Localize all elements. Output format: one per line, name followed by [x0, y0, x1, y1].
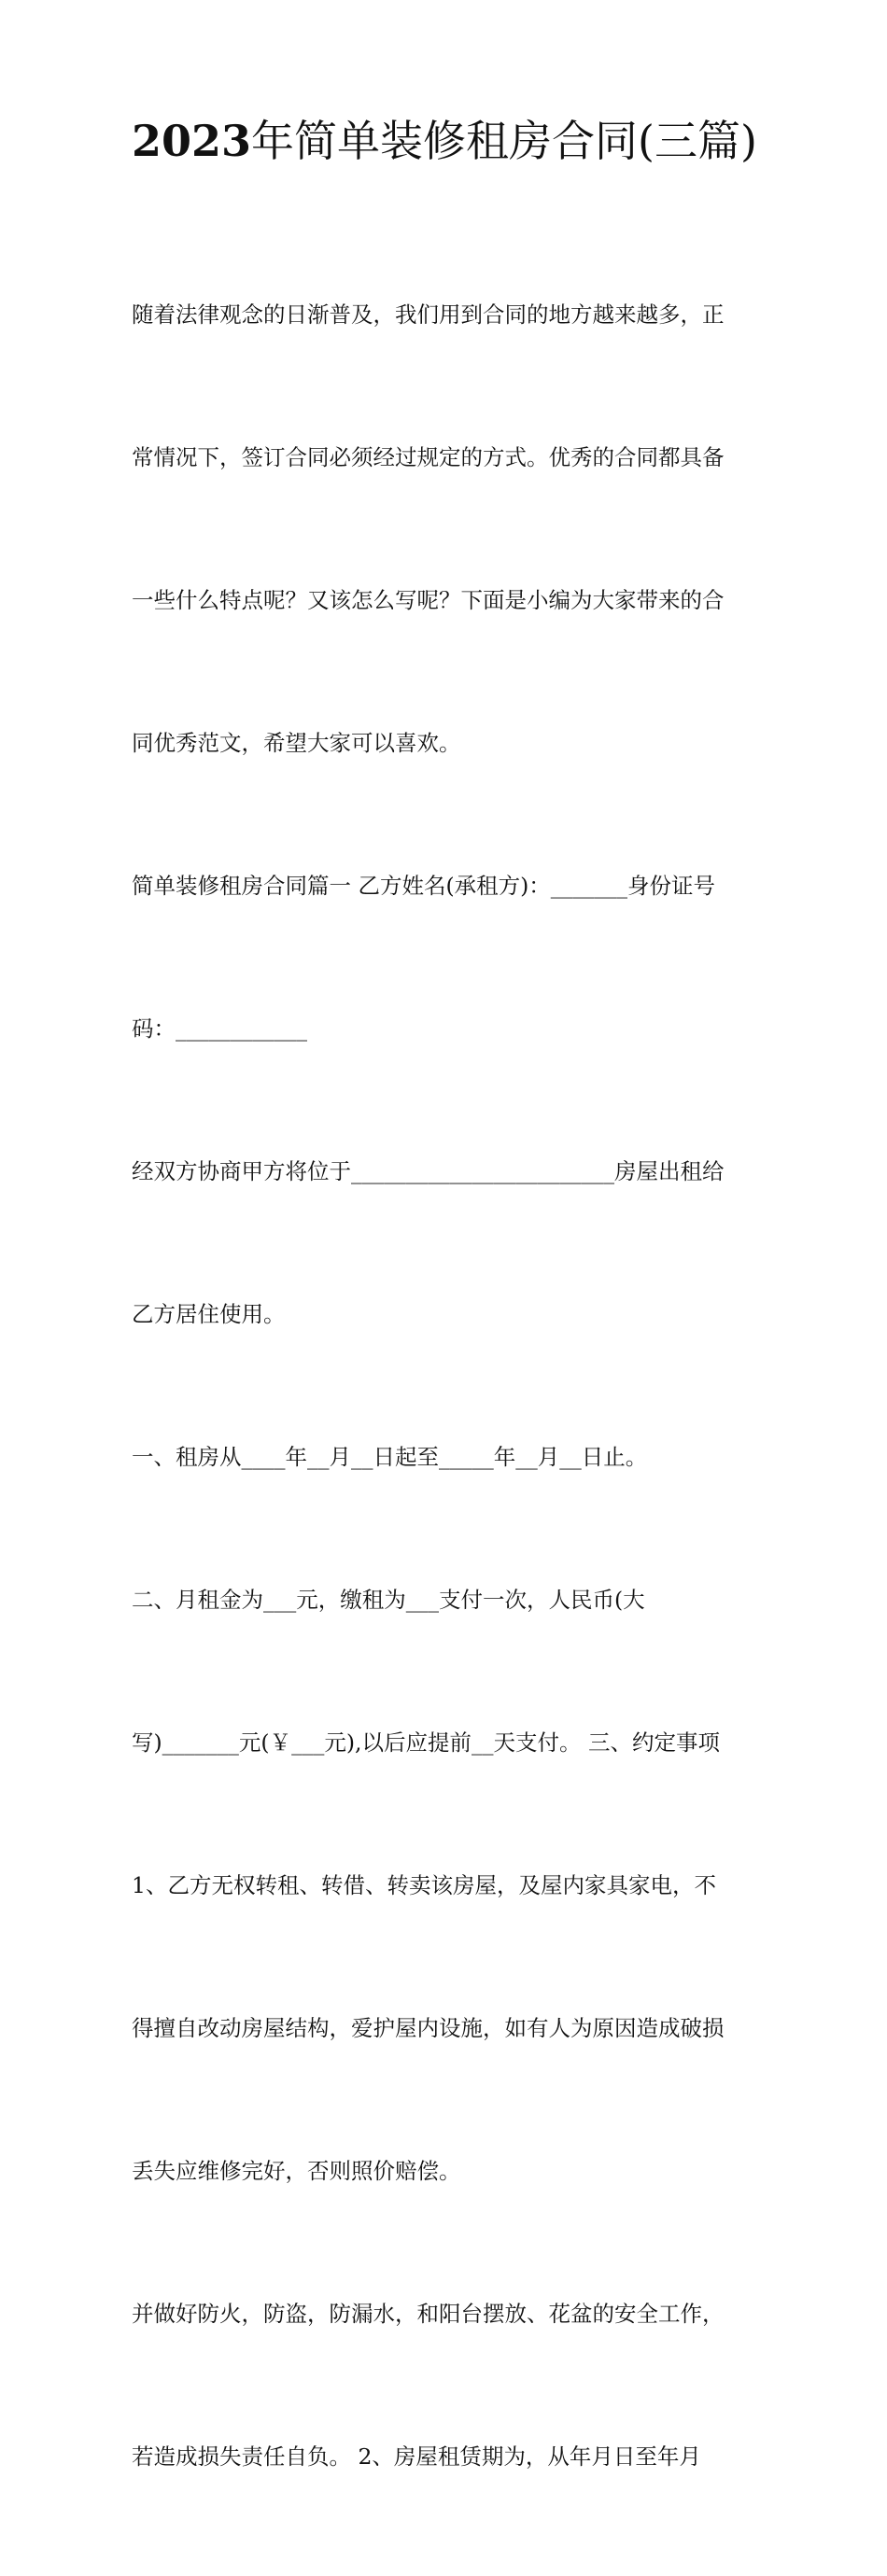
body-line: 写)_______元(￥___元),以后应提前__天支付。 三、约定事项 — [132, 1729, 720, 1756]
body-line: 常情况下，签订合同必须经过规定的方式。优秀的合同都具备 — [132, 444, 725, 470]
body-line: 二、月租金为___元，缴租为___支付一次，人民币(大 — [132, 1587, 645, 1613]
body-line: 若造成损失责任自负。 2、房屋租赁期为，从年月日至年月 — [132, 2443, 701, 2470]
title-year: 2023 — [132, 116, 252, 166]
body-line: 得擅自改动房屋结构，爱护屋内设施，如有人为原因造成破损 — [132, 2015, 725, 2041]
document-page — [132, 105, 767, 2576]
body-line: 简单装修租房合同篇一 乙方姓名(承租方)：_______身份证号 — [132, 873, 716, 899]
body-line: 一、租房从____年__月__日起至_____年__月__日止。 — [132, 1444, 648, 1470]
title-text: 年简单装修租房合同(三篇) — [251, 116, 757, 166]
document-title — [132, 105, 767, 177]
body-line: 1、乙方无权转租、转借、转卖该房屋，及屋内家具家电，不 — [132, 1872, 716, 1898]
body-line: 随着法律观念的日渐普及，我们用到合同的地方越来越多，正 — [132, 301, 725, 328]
body-line: 同优秀范文，希望大家可以喜欢。 — [132, 730, 461, 756]
body-line: 码：____________ — [132, 1015, 307, 1042]
document-body — [132, 196, 767, 2576]
body-line: 丢失应维修完好，否则照价赔偿。 — [132, 2158, 461, 2184]
body-line: 一些什么特点呢？又该怎么写呢？下面是小编为大家带来的合 — [132, 587, 725, 613]
body-line: 乙方居住使用。 — [132, 1301, 286, 1327]
body-line: 并做好防火，防盗，防漏水，和阳台摆放、花盆的安全工作， — [132, 2301, 725, 2327]
body-line: 经双方协商甲方将位于________________________房屋出租给 — [132, 1158, 725, 1184]
